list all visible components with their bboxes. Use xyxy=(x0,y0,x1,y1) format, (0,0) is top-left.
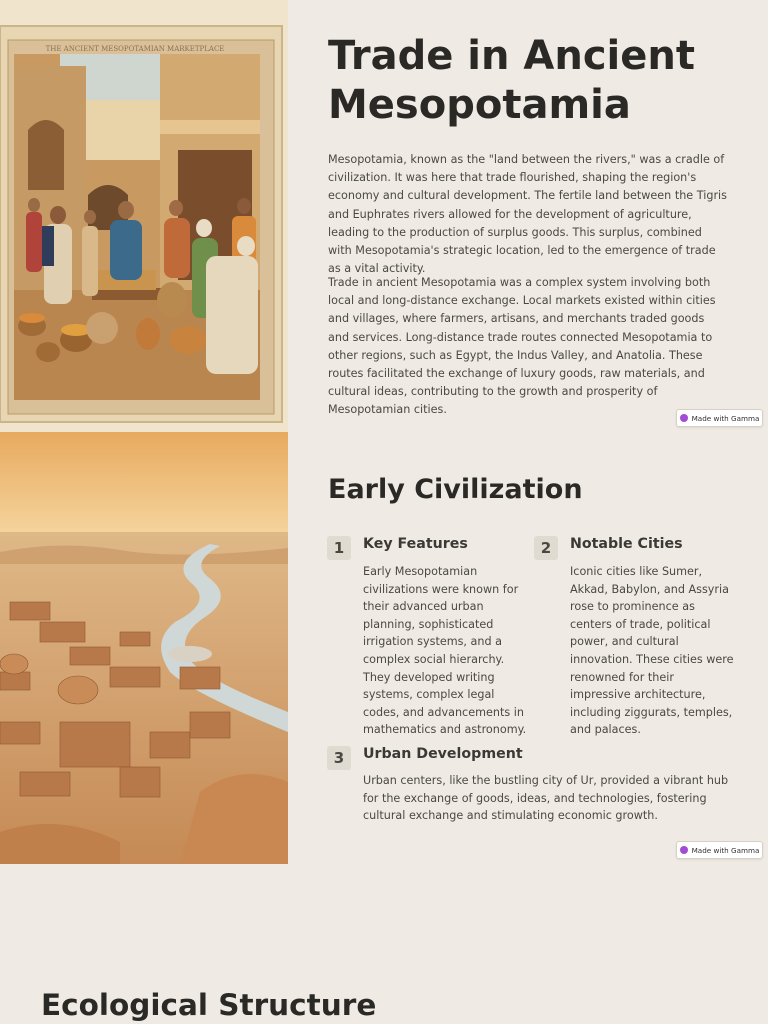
feature-desc-urban-development: Urban centers, like the bustling city of Ur, provided a vibrant hub for the exchange of goods, ideas, and technologies, fostering cultural exchange and stimulating economic growth. xyxy=(363,774,729,823)
feature-number-3: 3 xyxy=(327,746,351,770)
page-title: Trade in Ancient Mesopotamia xyxy=(328,33,695,128)
section-title-ecological-structure: Ecological Structure xyxy=(41,988,377,1022)
section-title-early-civilization: Early Civilization xyxy=(328,474,583,505)
feature-title-notable-cities: Notable Cities xyxy=(570,536,683,552)
gamma-logo-icon xyxy=(680,414,688,422)
made-with-gamma-badge[interactable] xyxy=(676,409,763,427)
feature-number-2: 2 xyxy=(534,536,558,560)
intro-paragraph: Mesopotamia, known as the "land between the rivers," was a cradle of civilization. It was here that trade flourished, shaping the region's economy and cultural development. The fertile land between the Tigris and Euphrates rivers allowed for the development of agriculture, leading to the production of surplus goods. This surplus, combined with Mesopotamia's strategic location, led to the emergence of trade as a vital activity. xyxy=(328,153,727,276)
feature-number-1: 1 xyxy=(327,536,351,560)
marketplace-painting xyxy=(0,0,288,432)
badge-label: Made with Gamma xyxy=(691,413,760,423)
feature-title-urban-development: Urban Development xyxy=(363,746,523,762)
feature-desc-notable-cities: Iconic cities like Sumer, Akkad, Babylon, and Assyria rose to prominence as centers of trade, political power, and cultural innovation. These cities were renowned for their impressive architecture, including ziggurats, temples, and palaces. xyxy=(570,565,734,737)
gamma-logo-icon xyxy=(680,846,688,854)
feature-title-key-features: Key Features xyxy=(363,536,468,552)
trade-paragraph: Trade in ancient Mesopotamia was a complex system involving both local and long-distance exchange. Local markets existed within cities and villages, where farmers, artisans, and merchants traded goods and services. Long-distance trade routes connected Mesopotamia to other regions, such as Egypt, the Indus Valley, and Anatolia. These routes facilitated the exchange of luxury goods, raw materials, and cultural ideas, contributing to the growth and prosperity of Mesopotamian cities. xyxy=(328,276,716,417)
aerial-city-image xyxy=(0,432,288,864)
badge-label: Made with Gamma xyxy=(691,845,760,855)
made-with-gamma-badge-2[interactable] xyxy=(676,841,763,859)
feature-desc-key-features: Early Mesopotamian civilizations were known for their advanced urban planning, sophisticated irrigation systems, and a complex social hierarchy. They developed writing systems, complex legal codes, and advancements in mathematics and astronomy. xyxy=(363,565,527,737)
painting-caption: THE ANCIENT MESOPOTAMIAN MARKETPLACE xyxy=(45,45,225,53)
